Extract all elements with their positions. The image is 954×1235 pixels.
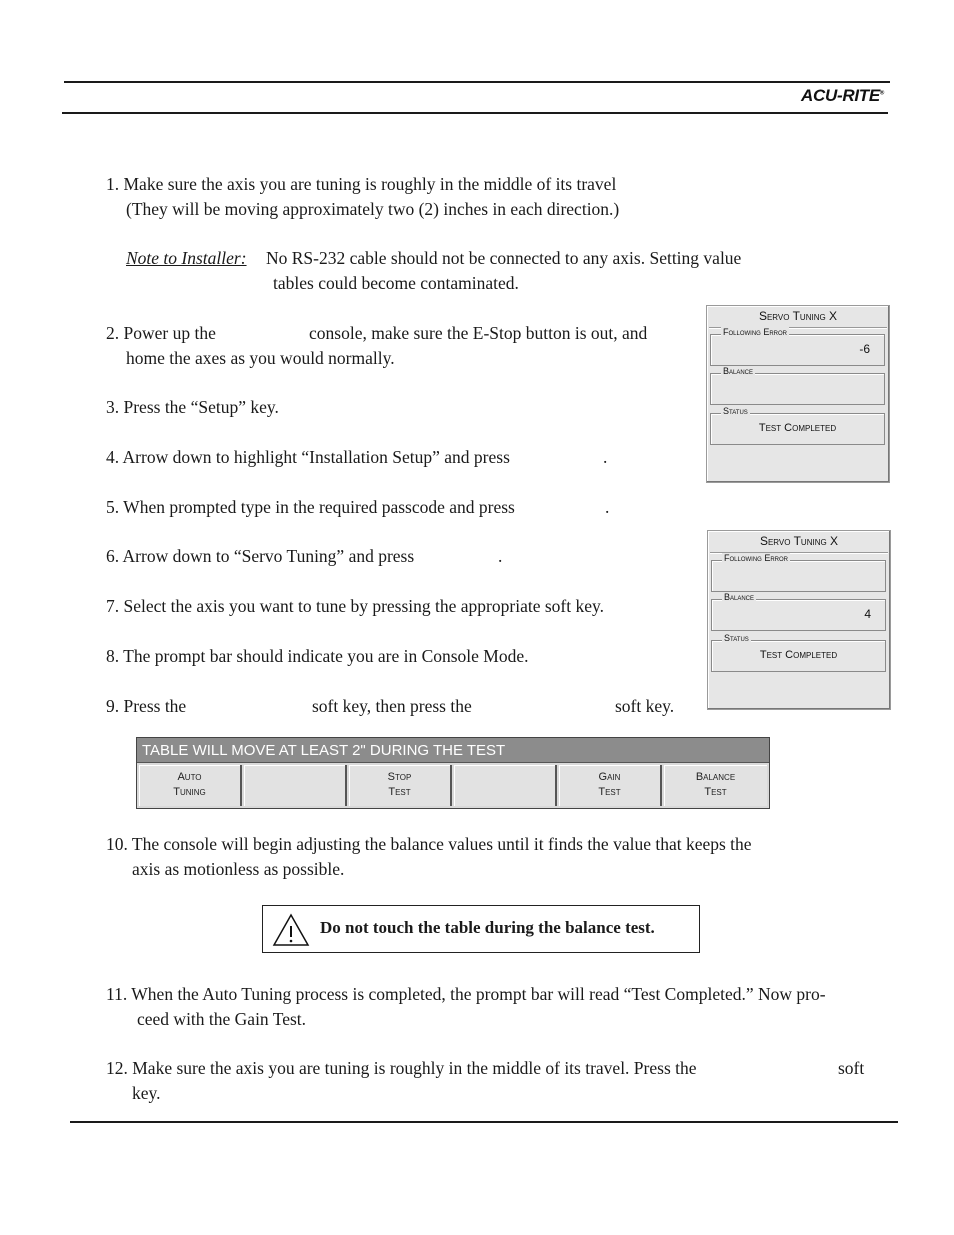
soft-key-line-2: Test: [598, 786, 621, 798]
step-5-period: .: [605, 497, 610, 517]
balance-test-soft-key[interactable]: [664, 765, 767, 806]
step-9-part-2: soft key, then press the: [312, 696, 472, 716]
step-12-soft: soft: [838, 1058, 865, 1078]
warning-triangle-icon: [272, 912, 310, 948]
step-4: 4. Arrow down to highlight “Installation Setup” and press: [106, 447, 510, 467]
step-10-line-2: axis as motionless as possible.: [132, 859, 345, 879]
header-rule-top: [64, 81, 890, 83]
soft-key-line-2: Tuning: [173, 786, 206, 798]
gain-test-soft-key[interactable]: [559, 765, 662, 806]
soft-key-line-2: Test: [388, 786, 411, 798]
soft-key-bar: [136, 737, 770, 809]
balance-field: [710, 366, 885, 405]
soft-key-line-1: Gain: [598, 771, 621, 783]
blank-soft-key-1[interactable]: [244, 765, 347, 806]
status-field: [711, 633, 886, 672]
status-label: Status: [724, 633, 749, 643]
following-error-field: [710, 327, 885, 366]
step-7: 7. Select the axis you want to tune by pressing the appropriate soft key.: [106, 596, 604, 616]
step-11-line-2: ceed with the Gain Test.: [137, 1009, 307, 1029]
step-11-line-1: 11. When the Auto Tuning process is completed, the prompt bar will read “Test Completed.” Now pro-: [106, 984, 826, 1004]
soft-key-line-1: Balance: [695, 771, 736, 783]
blank-soft-key-2[interactable]: [454, 765, 557, 806]
step-3: 3. Press the “Setup” key.: [106, 397, 279, 417]
step-9-part-1: 9. Press the: [106, 696, 187, 716]
note-label: Note to Installer:: [126, 248, 247, 268]
auto-tuning-soft-key[interactable]: [139, 765, 242, 806]
step-8: 8. The prompt bar should indicate you are in Console Mode.: [106, 646, 529, 666]
step-12-line-2: key.: [132, 1083, 161, 1103]
note-line-1: No RS-232 cable should not be connected to any axis. Setting value: [266, 248, 742, 268]
acu-rite-logo: ACU-RITE®: [801, 86, 884, 105]
step-5: 5. When prompted type in the required passcode and press: [106, 497, 515, 517]
step-6-period: .: [498, 546, 503, 566]
prompt-bar: TABLE WILL MOVE AT LEAST 2" DURING THE TEST: [137, 738, 769, 763]
balance-value: 4: [864, 607, 871, 621]
step-1-line-1: 1. Make sure the axis you are tuning is roughly in the middle of its travel: [106, 174, 617, 194]
soft-key-line-2: Test: [704, 786, 727, 798]
following-error-label: Following Error: [724, 553, 789, 563]
step-6: 6. Arrow down to “Servo Tuning” and press: [106, 546, 415, 566]
status-label: Status: [723, 406, 748, 416]
following-error-label: Following Error: [723, 327, 788, 337]
step-4-period: .: [603, 447, 608, 467]
balance-field: [711, 592, 886, 631]
soft-key-line-1: Auto: [177, 771, 202, 783]
footer-rule: [70, 1121, 898, 1123]
status-field: [710, 406, 885, 445]
step-10-line-1: 10. The console will begin adjusting the balance values until it finds the value that keeps the: [106, 834, 752, 854]
following-error-field: [711, 553, 886, 592]
warning-text: Do not touch the table during the balance test.: [320, 918, 655, 937]
soft-key-line-1: Stop: [387, 771, 412, 783]
note-line-2: tables could become contaminated.: [273, 273, 519, 293]
status-value: Test Completed: [759, 649, 838, 661]
step-2-part-1: 2. Power up the: [106, 323, 216, 343]
header-rule-bottom: [62, 112, 888, 114]
servo-tuning-panel-2: [707, 530, 891, 710]
step-12-line-1: 12. Make sure the axis you are tuning is roughly in the middle of its travel. Press the: [106, 1058, 697, 1078]
following-error-value: -6: [859, 342, 870, 356]
balance-label: Balance: [723, 366, 754, 376]
step-9-part-3: soft key.: [615, 696, 675, 716]
servo-tuning-panel-1: [706, 305, 890, 483]
panel-title: Servo Tuning X: [758, 309, 838, 323]
balance-label: Balance: [724, 592, 755, 602]
step-2-part-2: console, make sure the E-Stop button is out, and: [309, 323, 648, 343]
step-1-line-2: (They will be moving approximately two (2) inches in each direction.): [126, 199, 620, 219]
step-2-line-2: home the axes as you would normally.: [126, 348, 395, 368]
status-value: Test Completed: [758, 422, 837, 434]
warning-box: [262, 905, 700, 953]
panel-title: Servo Tuning X: [759, 534, 839, 548]
stop-test-soft-key[interactable]: [349, 765, 452, 806]
